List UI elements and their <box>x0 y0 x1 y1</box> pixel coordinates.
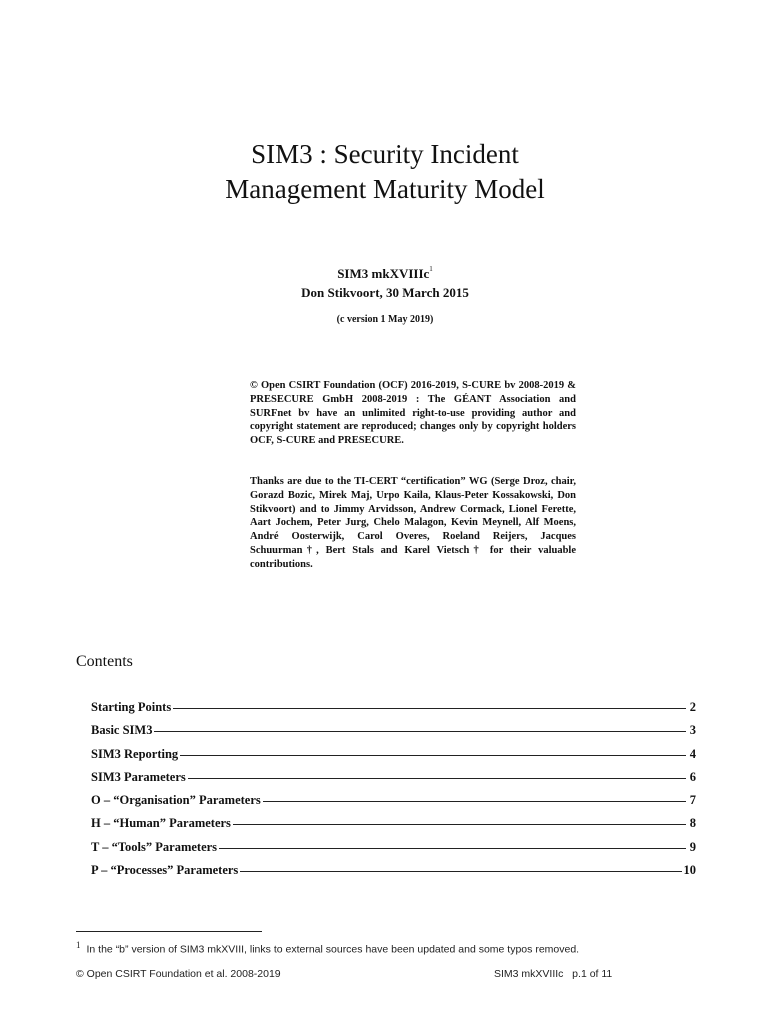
footer-page-info: SIM3 mkXVIIIc p.1 of 11 <box>494 968 613 980</box>
toc-entry-label[interactable]: SIM3 Parameters <box>91 769 186 784</box>
toc-entry-label[interactable]: H – “Human” Parameters <box>91 816 231 831</box>
toc-entry-page[interactable]: 9 <box>689 839 696 854</box>
toc-leader-line <box>173 708 686 709</box>
version-label: SIM3 mkXVIIIc <box>337 266 430 281</box>
toc-entry-label[interactable]: P – “Processes” Parameters <box>91 863 239 878</box>
toc-entry-label[interactable]: T – “Tools” Parameters <box>91 839 218 854</box>
copyright-paragraph: © Open CSIRT Foundation (OCF) 2016-2019, S-CURE bv 2008-2019 & PRESECURE GmbH 2008-2019 : The GÉANT Association and SURFnet bv have an unlimited right-to-use providing author and copyright statement are reproduced; changes only by copyright holders OCF, S-CURE and PRESECURE. <box>250 380 576 447</box>
toc-leader-line <box>188 778 686 779</box>
toc-leader-line <box>263 801 686 802</box>
thanks-paragraph: Thanks are due to the TI-CERT “certification” WG (Serge Droz, chair, Gorazd Bozic, Mirek Maj, Urpo Kaila, Klaus-Peter Kossakowski, Don Stikvoort) and to Jimmy Arvidsson, Andrew Cormack, Lionel Ferette, Aart Jochem, Peter Jurg, Chelo Malagon, Kevin Meynell, Alf Moens, André Oosterwijk, Carol Overes, Roeland Reijers, Jacques Schuurman†, Bert Stals and Karel Vietsch† for their valuable contributions. <box>250 476 576 570</box>
c-version-note: (c version 1 May 2019) <box>336 314 434 325</box>
toc-entry-sim3-parameters[interactable] <box>91 770 696 793</box>
version-name <box>0 266 770 282</box>
toc-leader-line <box>240 871 681 872</box>
toc-leader-line <box>219 848 686 849</box>
table-of-contents <box>91 700 696 886</box>
contents-heading: Contents <box>76 653 133 670</box>
toc-entry-basic-sim3[interactable] <box>91 723 696 746</box>
author-date: Don Stikvoort, 30 March 2015 <box>301 285 469 300</box>
toc-entry-page[interactable]: 7 <box>689 793 696 808</box>
toc-entry-sim3-reporting[interactable] <box>91 747 696 770</box>
toc-entry-page[interactable]: 6 <box>689 769 696 784</box>
footnote-text: In the “b” version of SIM3 mkXVIII, links to external sources have been updated and some typos removed. <box>86 943 580 956</box>
toc-entry-page[interactable]: 4 <box>689 746 696 761</box>
toc-leader-line <box>180 755 686 756</box>
footnote-number: 1 <box>76 940 81 950</box>
footer-copyright: © Open CSIRT Foundation et al. 2008-2019 <box>76 968 281 980</box>
toc-leader-line <box>233 824 686 825</box>
toc-entry-label[interactable]: Starting Points <box>91 700 172 714</box>
toc-entry-label[interactable]: O – “Organisation” Parameters <box>91 793 261 808</box>
footnote-marker[interactable]: 1 <box>429 265 433 273</box>
toc-entry-page[interactable]: 3 <box>689 723 696 738</box>
toc-entry-page[interactable]: 2 <box>689 700 696 714</box>
footnote-divider <box>76 931 262 932</box>
toc-leader-line <box>154 731 686 732</box>
toc-entry-page[interactable]: 8 <box>689 816 696 831</box>
toc-entry-label[interactable]: SIM3 Reporting <box>91 746 179 761</box>
title-line-2: Management Maturity Model <box>225 174 545 204</box>
toc-entry-label[interactable]: Basic SIM3 <box>91 723 153 738</box>
document-title <box>0 137 770 207</box>
toc-entry-processes-parameters[interactable] <box>91 863 696 886</box>
toc-entry-page[interactable]: 10 <box>683 863 696 878</box>
title-line-1: SIM3 : Security Incident <box>251 139 519 169</box>
toc-entry-human-parameters[interactable] <box>91 816 696 839</box>
toc-entry-starting-points[interactable] <box>91 700 696 723</box>
toc-entry-tools-parameters[interactable] <box>91 840 696 863</box>
footnote <box>76 940 579 956</box>
toc-entry-organisation-parameters[interactable] <box>91 793 696 816</box>
